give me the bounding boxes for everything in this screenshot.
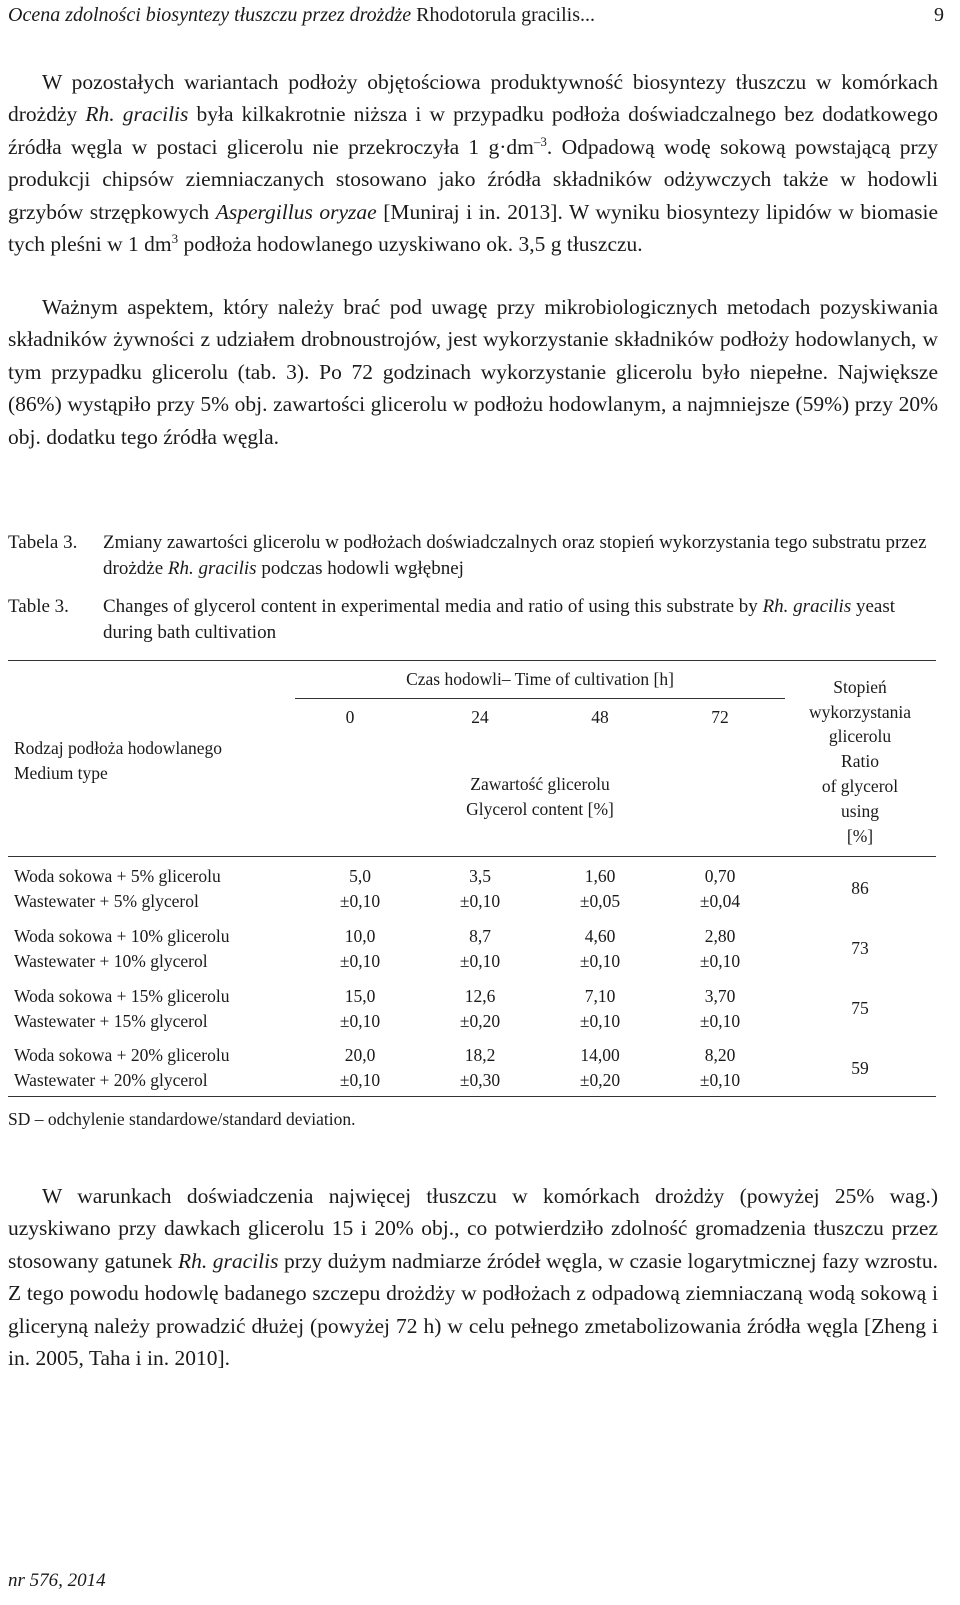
table-footnote: SD – odchylenie standardowe/standard deviation. [8, 1109, 356, 1129]
medium-header-pl: Rodzaj podłoża hodowlanego [14, 738, 223, 758]
table-caption-en [8, 594, 938, 646]
paragraph-3: W warunkach doświadczenia najwięcej tłuszczu w komórkach drożdży (powyżej 25% wag.) uzyskiwano przy dawkach glicerolu 15 i 20% obj., co potwierdziło zdolność gromadzenia tłuszczu przez stosowany gatunek Rh. gracilis przy dużym nadmiarze źródeł węgla, w czasie logarytmicznej fazy wzrostu. Z tego powodu hodowlę badanego szczepu drożdży w podłożach z odpadową ziemniaczaną wodą sokową i gliceryną należy prowadzić dłużej (powyżej 72 h) w celu pełnego zmetabolizowania źródła węgla [Zheng i in. 2005, Taha i in. 2010]. [8, 1184, 938, 1371]
paragraph-1: W pozostałych wariantach podłoży objętościowa produktywność biosyntezy tłuszczu w komórkach drożdży Rh. gracilis była kilkakrotnie niższa i w przypadku podłoża doświadczalnego bez dodatkowego źródła węgla w postaci glicerolu nie przekroczyła 1 $g\cdot dm^{-3}$. Odpadową wodę sokową powstającą przy produkcji chipsów ziemniaczanych stosowano jako źródła składników odżywczych także w hodowli grzybów strzępkowych Aspergillus oryzae [Muniraj i in. 2013]. W wyniku biosyntezy lipidów w biomasie tych pleśni w 1 $dm^3$ podłoża hodowlanego uzyskiwano ok. 3,5 g tłuszczu. [8, 70, 938, 257]
time-72: 72 [711, 707, 729, 727]
page-header [8, 4, 944, 34]
content-header-en: Glycerol content [%] [466, 799, 614, 819]
caption-text: Zmiany zawartości glicerolu w podłożach doświadczalnych oraz stopień wykorzystania tego substratu przez drożdże Rh. gracilis podczas hodowli wgłębnej [103, 532, 927, 579]
table-caption-pl [8, 530, 938, 582]
medium-header-en: Medium type [14, 763, 108, 783]
caption-text: Changes of glycerol content in experimental media and ratio of using this substrate by Rh. gracilis yeast during bath cultivation [103, 596, 896, 643]
table-bottom-rule [8, 1096, 936, 1097]
table-header-rule [8, 856, 936, 857]
content-header-pl: Zawartość glicerolu [470, 774, 610, 794]
paragraph-2: Ważnym aspektem, który należy brać pod uwagę przy mikrobiologicznych metodach pozyskiwania składników żywności z udziałem drobnoustrojów, jest wykorzystanie składników podłoży hodowlanych, w tym przypadku glicerolu (tab. 3). Po 72 godzinach wykorzystanie glicerolu było niepełne. Największe (86%) wystąpiło przy 5% obj. zawartości glicerolu w podłożu hodowlanym, a najmniejsze (59%) przy 20% obj. dodatku tego źródła węgla. [8, 295, 938, 449]
table-top-rule [8, 660, 936, 661]
caption-label: Tabela 3. [8, 532, 78, 553]
caption-label: Table 3. [8, 596, 69, 617]
time-48: 48 [591, 707, 609, 727]
page-footer: nr 576, 2014 [8, 1570, 106, 1591]
running-title: Ocena zdolności biosyntezy tłuszczu przez drożdże [8, 4, 412, 26]
page-number: 9 [934, 4, 944, 26]
running-title-species: Rhodotorula gracilis... [411, 4, 595, 26]
time-header-rule [295, 698, 785, 699]
time-24: 24 [471, 707, 489, 727]
time-0: 0 [345, 707, 355, 727]
time-header: Czas hodowli– Time of cultivation [h] [406, 669, 674, 689]
